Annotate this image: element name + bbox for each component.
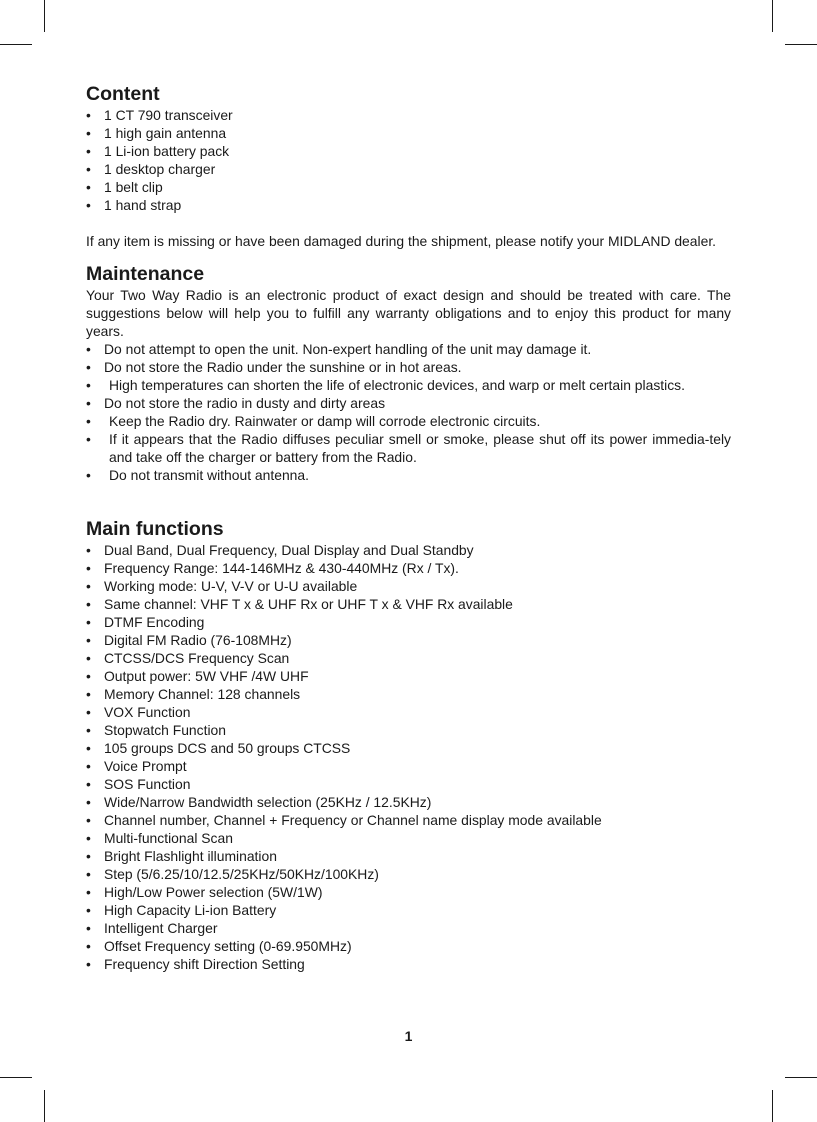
list-item: • 1 Li-ion battery pack	[86, 142, 731, 160]
content-list	[86, 106, 731, 214]
page-number: 1	[404, 1028, 413, 1044]
crop-mark	[0, 1077, 32, 1078]
list-item: • Offset Frequency setting (0-69.950MHz)	[86, 937, 731, 955]
crop-mark	[0, 44, 32, 45]
list-item: • Do not transmit without antenna.	[86, 466, 731, 484]
list-item: • Digital FM Radio (76-108MHz)	[86, 631, 731, 649]
maintenance-intro: Your Two Way Radio is an electronic product of exact design and should be treated with care. The suggestions below will help you to fulfill any warranty obligations and to enjoy this product for many years.	[86, 287, 731, 339]
list-item: • Voice Prompt	[86, 757, 731, 775]
crop-mark	[772, 1090, 773, 1122]
list-item: • Keep the Radio dry. Rainwater or damp will corrode electronic circuits.	[86, 412, 731, 430]
list-item: • Wide/Narrow Bandwidth selection (25KHz / 12.5KHz)	[86, 793, 731, 811]
list-item: • Multi-functional Scan	[86, 829, 731, 847]
list-item: • 1 high gain antenna	[86, 124, 731, 142]
list-item: • Memory Channel: 128 channels	[86, 685, 731, 703]
list-item: • Intelligent Charger	[86, 919, 731, 937]
list-item: • Step (5/6.25/10/12.5/25KHz/50KHz/100KHz)	[86, 865, 731, 883]
crop-mark	[44, 0, 45, 32]
crop-mark	[772, 0, 773, 32]
list-item: • Same channel: VHF T x & UHF Rx or UHF T x & VHF Rx available	[86, 595, 731, 613]
list-item: • 1 belt clip	[86, 178, 731, 196]
list-item: • Bright Flashlight illumination	[86, 847, 731, 865]
maintenance-heading: Maintenance	[86, 263, 205, 285]
list-item: • Channel number, Channel + Frequency or Channel name display mode available	[86, 811, 731, 829]
page-content	[86, 82, 731, 973]
list-item: • Frequency Range: 144-146MHz & 430-440MHz (Rx / Tx).	[86, 559, 731, 577]
list-item: • Do not store the radio in dusty and dirty areas	[86, 394, 731, 412]
main-functions-list	[86, 541, 731, 973]
list-item: • High/Low Power selection (5W/1W)	[86, 883, 731, 901]
list-item: • Do not attempt to open the unit. Non-expert handling of the unit may damage it.	[86, 340, 731, 358]
list-item: • If it appears that the Radio diffuses peculiar smell or smoke, please shut off its power immedia-tely and take off the charger or battery from the Radio.	[86, 430, 731, 466]
list-item: • DTMF Encoding	[86, 613, 731, 631]
maintenance-list	[86, 340, 731, 484]
missing-item-note: If any item is missing or have been damaged during the shipment, please notify your MIDLAND dealer.	[86, 233, 717, 249]
list-item: • High temperatures can shorten the life of electronic devices, and warp or melt certain plastics.	[86, 376, 731, 394]
list-item: • Stopwatch Function	[86, 721, 731, 739]
crop-mark	[785, 1077, 817, 1078]
list-item: • Do not store the Radio under the sunshine or in hot areas.	[86, 358, 731, 376]
list-item: • 1 desktop charger	[86, 160, 731, 178]
list-item: • CTCSS/DCS Frequency Scan	[86, 649, 731, 667]
crop-mark	[44, 1090, 45, 1122]
main-functions-heading: Main functions	[86, 518, 224, 540]
list-item: • VOX Function	[86, 703, 731, 721]
content-section	[86, 82, 731, 250]
list-item: • 1 hand strap	[86, 196, 731, 214]
list-item: • Frequency shift Direction Setting	[86, 955, 731, 973]
maintenance-section	[86, 262, 731, 484]
list-item: • SOS Function	[86, 775, 731, 793]
list-item: • 105 groups DCS and 50 groups CTCSS	[86, 739, 731, 757]
list-item: • High Capacity Li-ion Battery	[86, 901, 731, 919]
content-heading: Content	[86, 83, 160, 105]
crop-mark	[785, 44, 817, 45]
list-item: • Output power: 5W VHF /4W UHF	[86, 667, 731, 685]
main-functions-section	[86, 517, 731, 973]
list-item: • 1 CT 790 transceiver	[86, 106, 731, 124]
list-item: • Working mode: U-V, V-V or U-U available	[86, 577, 731, 595]
list-item: • Dual Band, Dual Frequency, Dual Display and Dual Standby	[86, 541, 731, 559]
